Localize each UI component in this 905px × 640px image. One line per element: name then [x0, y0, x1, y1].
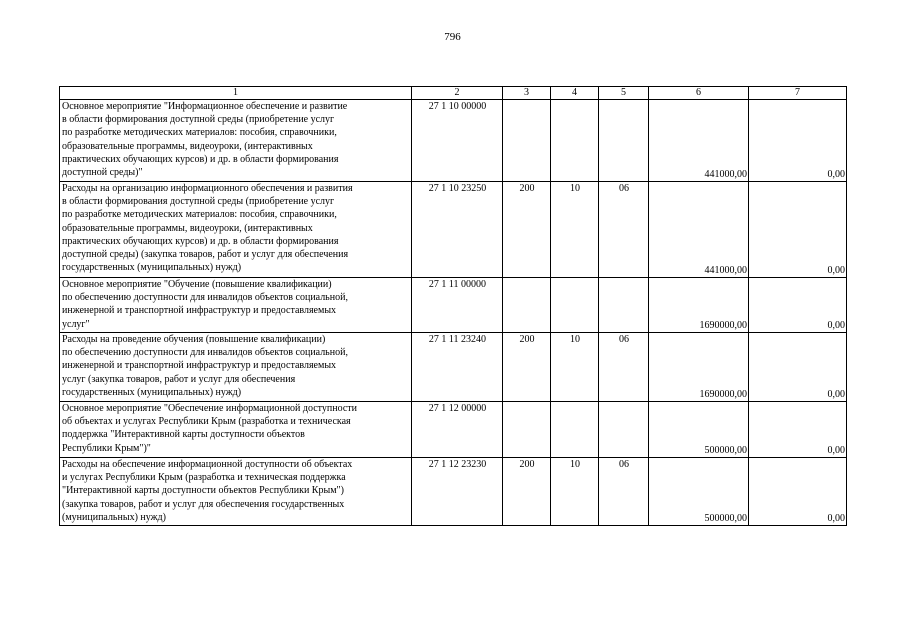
row-col-3: 200 — [503, 182, 551, 278]
header-col-2: 2 — [412, 87, 503, 100]
row-col-5 — [599, 278, 649, 333]
row-amount: 1690000,00 — [649, 333, 749, 402]
row-col-4: 10 — [551, 333, 599, 402]
row-col-3 — [503, 402, 551, 458]
row-col-4 — [551, 402, 599, 458]
row-description: Расходы на проведение обучения (повышение квалификации) по обеспечению доступности для инвалидов объектов социальной, инженерной и транспортной инфраструктур и предоставляемых услуг (закупка товаров, работ и услуг для обеспечения государственных (муниципальных) нужд) — [60, 333, 412, 402]
row-description: Расходы на организацию информационного обеспечения и развития в области формирования доступной среды (приобретение услуг по разработке методических материалов: пособия, справочники, образовательные программы, видеоуроки, (интерактивных практических обучающих курсов) и др. в области формирования доступной среды) (закупка товаров, работ и услуг для обеспечения государственных (муниципальных) нужд) — [60, 182, 412, 278]
row-amount-2: 0,00 — [749, 458, 847, 526]
row-amount: 500000,00 — [649, 458, 749, 526]
row-col-4 — [551, 278, 599, 333]
header-col-1: 1 — [60, 87, 412, 100]
row-description: Основное мероприятие "Обучение (повышение квалификации) по обеспечению доступности для инвалидов объектов социальной, инженерной и транспортной инфраструктур и предоставляемых услуг" — [60, 278, 412, 333]
row-col-4: 10 — [551, 458, 599, 526]
row-amount-2: 0,00 — [749, 100, 847, 182]
table-row — [60, 100, 847, 182]
row-amount-2: 0,00 — [749, 182, 847, 278]
table-row — [60, 333, 847, 402]
row-amount: 1690000,00 — [649, 278, 749, 333]
header-col-4: 4 — [551, 87, 599, 100]
table-row — [60, 402, 847, 458]
row-col-5 — [599, 100, 649, 182]
header-col-3: 3 — [503, 87, 551, 100]
row-amount-2: 0,00 — [749, 402, 847, 458]
row-amount: 441000,00 — [649, 182, 749, 278]
header-col-6: 6 — [649, 87, 749, 100]
row-description: Основное мероприятие "Обеспечение информационной доступности об объектах и услугах Республики Крым (разработка и техническая поддержка "Интерактивной карты доступности объектов Республики Крым")" — [60, 402, 412, 458]
row-col-3 — [503, 278, 551, 333]
row-col-5: 06 — [599, 182, 649, 278]
row-col-3: 200 — [503, 458, 551, 526]
row-code: 27 1 10 00000 — [412, 100, 503, 182]
row-code: 27 1 12 00000 — [412, 402, 503, 458]
row-amount-2: 0,00 — [749, 278, 847, 333]
row-amount: 500000,00 — [649, 402, 749, 458]
row-code: 27 1 11 00000 — [412, 278, 503, 333]
row-col-5 — [599, 402, 649, 458]
row-code: 27 1 12 23230 — [412, 458, 503, 526]
row-description: Расходы на обеспечение информационной доступности об объектах и услугах Республики Крым (разработка и техническая поддержка "Интерактивной карты доступности объектов Республики Крым") (закупка товаров, работ и услуг для обеспечения государственных (муниципальных) нужд) — [60, 458, 412, 526]
table-row — [60, 278, 847, 333]
row-col-4: 10 — [551, 182, 599, 278]
row-description: Основное мероприятие "Информационное обеспечение и развитие в области формирования доступной среды (приобретение услуг по разработке методических материалов: пособия, справочники, образовательные программы, видеоуроки, (интерактивных практических обучающих курсов) и др. в области формирования доступной среды)" — [60, 100, 412, 182]
row-code: 27 1 10 23250 — [412, 182, 503, 278]
row-col-4 — [551, 100, 599, 182]
table-row — [60, 458, 847, 526]
header-col-5: 5 — [599, 87, 649, 100]
row-amount-2: 0,00 — [749, 333, 847, 402]
header-col-7: 7 — [749, 87, 847, 100]
budget-table — [59, 86, 847, 526]
row-code: 27 1 11 23240 — [412, 333, 503, 402]
row-col-3: 200 — [503, 333, 551, 402]
row-col-5: 06 — [599, 458, 649, 526]
row-col-5: 06 — [599, 333, 649, 402]
page-number: 796 — [444, 31, 461, 43]
table-row — [60, 182, 847, 278]
row-amount: 441000,00 — [649, 100, 749, 182]
header-row — [60, 87, 847, 100]
row-col-3 — [503, 100, 551, 182]
